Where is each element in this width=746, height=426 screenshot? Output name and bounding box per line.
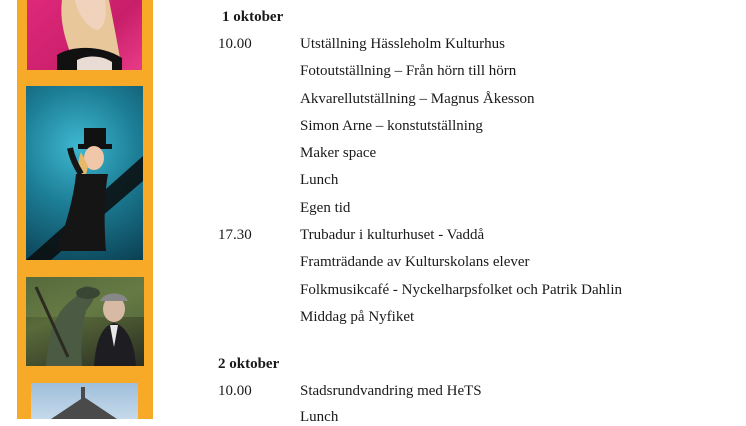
photo-woman-top-hat-stairs: [26, 86, 143, 260]
photo-man-with-statue: [26, 277, 144, 366]
event-middag-nyfiket: Middag på Nyfiket: [300, 309, 415, 325]
day1-time-1730: 17.30: [218, 227, 252, 243]
event-simon-arne: Simon Arne – konstutställning: [300, 118, 483, 134]
event-lunch-day2: Lunch: [300, 409, 339, 425]
day1-time-1000: 10.00: [218, 36, 252, 52]
event-egen-tid: Egen tid: [300, 200, 351, 216]
photo-woman-pink-background: [27, 0, 142, 70]
event-fotoutstallning: Fotoutställning – Från hörn till hörn: [300, 63, 517, 79]
event-maker-space: Maker space: [300, 145, 377, 161]
event-kulturskolan: Framträdande av Kulturskolans elever: [300, 254, 530, 270]
photo-building-tower: [31, 383, 138, 419]
event-stadsrundvandring: Stadsrundvandring med HeTS: [300, 383, 482, 399]
event-akvarellutstallning: Akvarellutställning – Magnus Åkesson: [300, 91, 535, 107]
event-folkmusikcafe: Folkmusikcafé - Nyckelharpsfolket och Patrik Dahlin: [300, 282, 623, 298]
event-trubadur: Trubadur i kulturhuset - Vaddå: [300, 227, 485, 243]
day2-heading: 2 oktober: [218, 356, 280, 372]
event-lunch-day1: Lunch: [300, 172, 339, 188]
day2-time-1000: 10.00: [218, 383, 252, 399]
day1-heading: 1 oktober: [222, 9, 284, 25]
event-utstallning-kulturhus: Utställning Hässleholm Kulturhus: [300, 36, 505, 52]
